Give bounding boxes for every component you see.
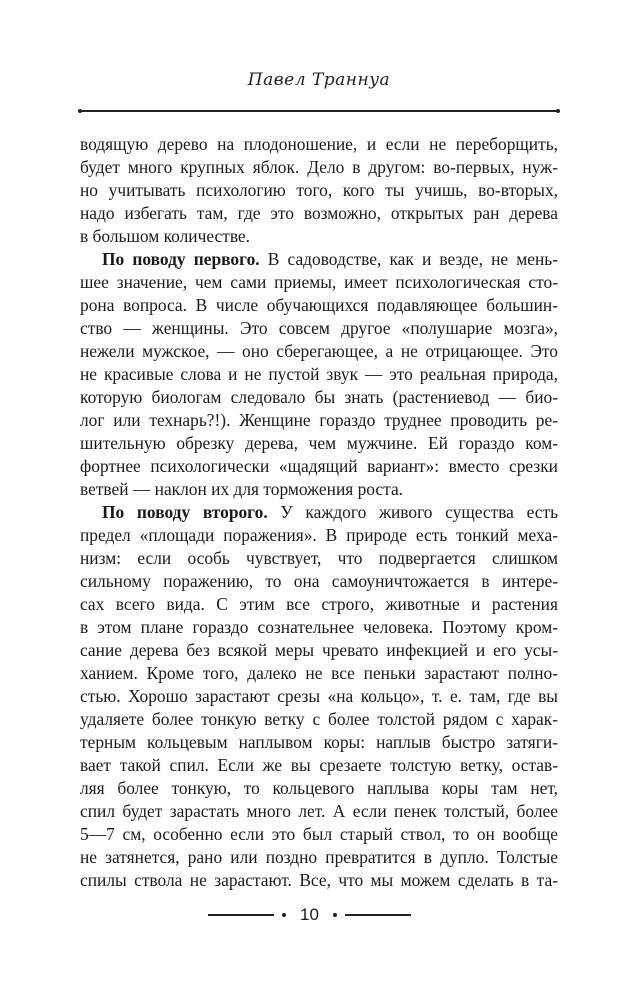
page-footer bbox=[0, 905, 619, 925]
line-text: надо избегать там, где это возможно, открытых ран дерева bbox=[80, 203, 558, 223]
line-text: лог или технарь?!). Женщине гораздо труднее проводить ре- bbox=[80, 410, 558, 430]
line-text: сание дерева без всякой меры чревато инфекцией и его усы- bbox=[80, 640, 558, 660]
text-line bbox=[80, 524, 558, 547]
text-line bbox=[80, 133, 558, 156]
page-number: 10 bbox=[300, 905, 319, 924]
line-text: будет много крупных яблок. Дело в другом: во-первых, нуж- bbox=[80, 157, 558, 177]
line-text: шительную обрезку дерева, чем мужчине. Ей гораздо ком- bbox=[80, 433, 558, 453]
line-text: вает такой спил. Если же вы срезаете толстую ветку, остав- bbox=[80, 755, 558, 775]
paragraph-lead: По поводу первого. bbox=[102, 249, 260, 269]
line-text: У каждого живого существа есть bbox=[267, 502, 558, 522]
text-line bbox=[80, 846, 558, 869]
paragraph bbox=[80, 133, 558, 248]
text-line bbox=[80, 294, 558, 317]
line-text: спилы ствола не зарастают. Все, что мы можем сделать в та- bbox=[80, 870, 558, 890]
text-line bbox=[80, 777, 558, 800]
text-line bbox=[80, 593, 558, 616]
text-line bbox=[80, 685, 558, 708]
line-text: шее значение, чем сами приемы, имеет психологическая сто- bbox=[80, 272, 558, 292]
line-text: ство — женщины. Это совсем другое «полушарие мозга», bbox=[80, 318, 558, 338]
text-line bbox=[80, 179, 558, 202]
line-text: ветвей — наклон их для торможения роста. bbox=[80, 479, 404, 499]
line-text: фортнее психологически «щадящий вариант»: вместо срезки bbox=[80, 456, 558, 476]
text-line bbox=[80, 340, 558, 363]
header-rule bbox=[80, 110, 558, 112]
text-line bbox=[80, 363, 558, 386]
text-line bbox=[80, 432, 558, 455]
text-line bbox=[80, 409, 558, 432]
text-line bbox=[80, 869, 558, 892]
page-body bbox=[80, 133, 558, 892]
text-line bbox=[80, 386, 558, 409]
line-text: спил будет зарастать много лет. А если пенек толстый, более bbox=[80, 801, 558, 821]
line-text: сах всего вида. С этим все строго, животные и растения bbox=[80, 594, 558, 614]
line-text: сильному поражению, то она самоуничтожается в интере- bbox=[80, 571, 558, 591]
line-text: стью. Хорошо зарастают срезы «на кольцо», т. е. там, где вы bbox=[80, 686, 558, 706]
text-line bbox=[80, 225, 558, 248]
text-line bbox=[80, 800, 558, 823]
text-line bbox=[80, 823, 558, 846]
line-text: ляя более тонкую, то кольцевого наплыва коры там нет, bbox=[80, 778, 558, 798]
running-header bbox=[80, 70, 558, 90]
text-line bbox=[80, 754, 558, 777]
line-text: нежели мужское, — оно сберегающее, а не отрицающее. Это bbox=[80, 341, 558, 361]
paragraph-lead: По поводу второго. bbox=[102, 502, 268, 522]
line-text: в этом плане гораздо сознательнее человека. Поэтому кром- bbox=[80, 617, 558, 637]
line-text: удаляете более тонкую ветку с более толстой рядом с харак- bbox=[80, 709, 558, 729]
text-line bbox=[80, 478, 558, 501]
line-text: не красивые слова и не пустой звук — это реальная природа, bbox=[80, 364, 558, 384]
text-line bbox=[80, 639, 558, 662]
line-text: в большом количестве. bbox=[80, 226, 250, 246]
text-line bbox=[80, 501, 558, 524]
line-text: но учитывать психологию того, кого ты учишь, во-вторых, bbox=[80, 180, 558, 200]
footer-rule-left bbox=[208, 914, 274, 915]
footer-dot-right bbox=[333, 913, 337, 917]
paragraph bbox=[80, 501, 558, 892]
line-text: предел «площади поражения». В природе есть тонкий меха- bbox=[80, 525, 558, 545]
text-line bbox=[80, 202, 558, 225]
footer-rule-right bbox=[345, 914, 411, 915]
line-text: водящую дерево на плодоношение, и если не переборщить, bbox=[80, 134, 558, 154]
author-name: Павел Траннуа bbox=[247, 70, 391, 90]
text-line bbox=[80, 616, 558, 639]
text-line bbox=[80, 317, 558, 340]
text-line bbox=[80, 248, 558, 271]
text-line bbox=[80, 271, 558, 294]
text-line bbox=[80, 662, 558, 685]
text-line bbox=[80, 156, 558, 179]
line-text: В садоводстве, как и везде, не мень- bbox=[259, 249, 558, 269]
text-line bbox=[80, 570, 558, 593]
text-line bbox=[80, 708, 558, 731]
line-text: терным кольцевым наплывом коры: наплыв быстро затяги- bbox=[80, 732, 558, 752]
footer-dot-left bbox=[282, 913, 286, 917]
line-text: ханием. Кроме того, далеко не все пеньки зарастают полно- bbox=[80, 663, 558, 683]
paragraph bbox=[80, 248, 558, 501]
line-text: низм: если особь чувствует, что подвергается слишком bbox=[80, 548, 558, 568]
text-line bbox=[80, 731, 558, 754]
text-line bbox=[80, 455, 558, 478]
line-text: не затянется, рано или поздно превратится в дупло. Толстые bbox=[80, 847, 558, 867]
text-line bbox=[80, 547, 558, 570]
line-text: которую биологам следовало бы знать (растениевод — био- bbox=[80, 387, 558, 407]
line-text: рона вопроса. В числе обучающихся подавляющее большин- bbox=[80, 295, 558, 315]
line-text: 5—7 см, особенно если это был старый ствол, то он вообще bbox=[80, 824, 558, 844]
